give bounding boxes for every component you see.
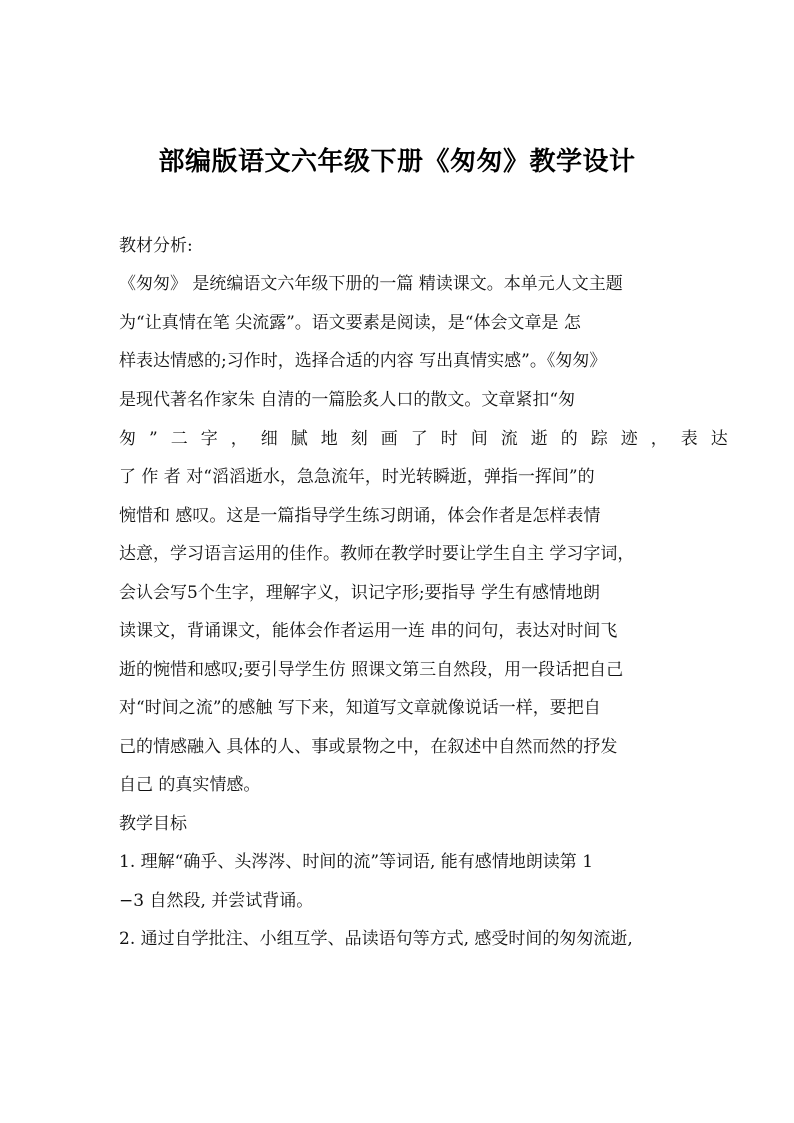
paragraph-line: 读课文，背诵课文，能体会作者运用一连 串的问句，表达对时间飞 — [119, 621, 618, 641]
paragraph-line: 为“让真情在笔 尖流露”。语文要素是阅读，是“体会文章是 怎 — [119, 313, 581, 333]
paragraph-line: 对“时间之流”的感触 写下来，知道写文章就像说话一样，要把自 — [119, 698, 601, 718]
paragraph-line: 样表达情感的;习作时，选择合适的内容 写出真情实感”。《匆匆》 — [119, 351, 607, 371]
goal-item-2-line: 2. 通过自学批注、小组互学、品读语句等方式, 感受时间的匆匆流逝, — [119, 929, 633, 949]
paragraph-line: 逝的惋惜和感叹;要引导学生仿 照课文第三自然段，用一段话把自己 — [119, 660, 624, 680]
paragraph-line: 了 作 者 对“滔滔逝水，急急流年，时光转瞬逝，弹指一挥间”的 — [119, 467, 595, 487]
paragraph-line: 会认会写5个生字，理解字义，识记字形;要指导 学生有感情地朗 — [119, 583, 600, 603]
paragraph-line: 达意，学习语言运用的佳作。教师在教学时要让学生自主 学习字词， — [119, 544, 635, 564]
paragraph-line: 是现代著名作家朱 自清的一篇脍炙人口的散文。文章紧扣“匆 — [119, 390, 576, 410]
section-heading-materials: 教材分析: — [119, 236, 193, 256]
paragraph-line: 《匆匆》 是统编语文六年级下册的一篇 精读课文。本单元人文主题 — [119, 274, 623, 294]
paragraph-line: 惋惜和 感叹。这是一篇指导学生练习朗诵，体会作者是怎样表情 — [119, 506, 601, 526]
paragraph-line: 自己 的真实情感。 — [119, 775, 261, 795]
goal-item-1-line: −3 自然段, 并尝试背诵。 — [119, 891, 314, 911]
section-heading-goals: 教学目标 — [119, 814, 187, 834]
paragraph-line: 己的情感融入 具体的人、事或景物之中，在叙述中自然而然的抒发 — [119, 737, 618, 757]
document-title: 部编版语文六年级下册《匆匆》教学设计 — [158, 147, 636, 177]
paragraph-line: 匆”二字，细腻地刻画了时间流逝的踪迹，表达 — [119, 429, 741, 449]
goal-item-1-line: 1. 理解“确乎、头涔涔、时间的流”等词语, 能有感情地朗读第 1 — [119, 852, 594, 872]
